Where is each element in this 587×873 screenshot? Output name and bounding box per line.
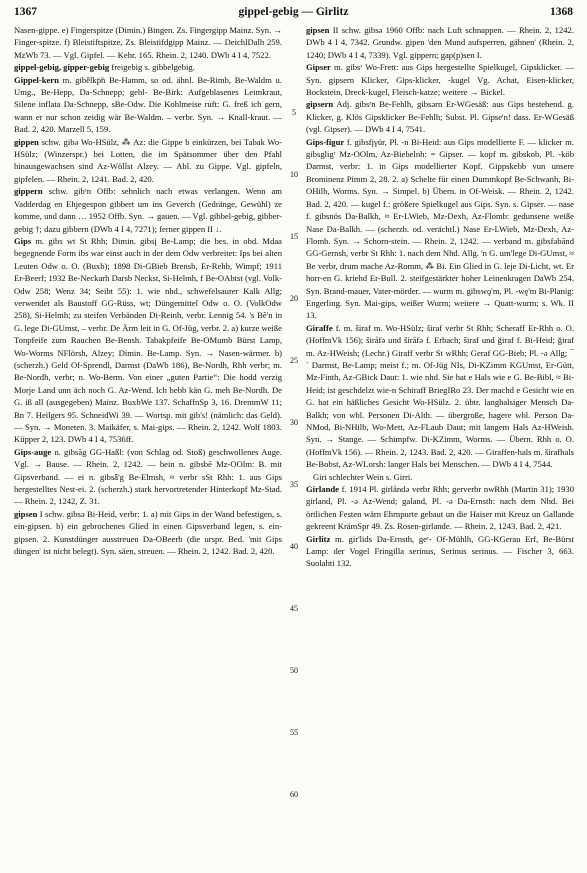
line-number: 50 [290,666,298,675]
entry-headword: gipsern [306,99,334,110]
right-column [306,24,574,570]
dictionary-entry [306,136,574,322]
entry-headword: Girlande [306,484,339,495]
dictionary-entry [14,446,282,508]
dictionary-entry [306,61,574,98]
dictionary-entry [306,533,574,570]
line-number: 20 [290,294,298,303]
entry-headword: Gips-figur [306,136,345,147]
dictionary-entry [14,61,282,73]
left-column [14,24,282,557]
line-number: 45 [290,604,298,613]
right-page-number: 1368 [550,6,573,18]
line-number: 10 [290,170,298,179]
entry-text: m. gibsʳ Wo-Frett: aus Gips hergestellte Spielkugel, Gipsklicker. — Syn. gipsern Klicker, Gips-klicker, -kugel Vg. Achat, Eisen-klicker, Bockstein, Dreck-kugel, Fleisch-katze; weitere → Bickel. [306,62,574,98]
dictionary-entry [14,235,282,446]
entry-headword: Gippel-kern [14,74,59,85]
entry-text: f. gibsfįγür, Pl. -n Bi-Heid: aus Gips modellierte F. — klicker m. gibsgligʳ Mz-OOlm, Az-Biebelnh: = Gipser. — kopf m. gibskob, Pl. -köb Darmst, verbr: 1. in Gips modellierter Kopf. Gippskebb vun unsere Brominenz Pimm 2, 28. 2. a) Schelte für einen Dummkopf Be-Schwanh, Bi-OHilb, Worms. Syn. → Simpel. b) Übern. in Of-Weisk. — Rhein. 2, 1242. Bad. 2, 420. — kugel f.: größere Spielkugel aus Gips. Syn. s. Gipser. — nase f. gibsnös Da-Balkh, ≈ Er-LWieb, Mz-Dexh, Az-Flomb: gedunsene weiße Nase Da-Balkh. — (scherzh. od. verächtl.) Nase Er-LWieb, Mz-Dexh, Az-Flomb. Syn. → Schorn-stein. — Rhein. 2, 1242. — verband m. gibsfəbãnd GG-Gernsh, verbr St Rhh: 1. nach dem Nhd. Allg. 'n G. um'lege Di-GUmst, ≈ Be verbr, drum mache Az-Romm, ⁂ Bi. Ein Glied in G. leje Di-Licht, wt. Er horr-en G. kriehd Er-Bull. 2. steifgestärkter hoher Leinenkragen DaWb 254. Syn. Brand-mauer, Vater-mörder. — wurm m. gibswǫ'm, Pl. -wę'm Bi-Planig: Engerling. Syn. Mai-gips, weißer Wurm; weitere → Quatt-wurm; s. Wk. II 13. [306,136,574,321]
entry-headword: Giraffe [306,322,333,333]
entry-headword: Gips-auge [14,446,52,457]
dictionary-entry [306,471,574,483]
entry-text: m. gibs wt St Rhh; Dimin. gibsį Be-Lamp; die bes. in obd. Mdaa begegnende Form ibs war einst auch in der dem Odw verbreitet: Ips bei alten Leuten Odw o. O. (Buxb); 1898 Di-GBieb Brensb, Er-Rehb, Wimpf; 1911 Er-Beerf; 1932 Be-Neckarh Darsb Neckst, Si-Helmh, f Be-OAbtst (vgl. Volk-Odw 258; Wenz 34; Seibt 55): 1. wie nhd., schwefelsaurer Kalk Allg; verwendet als Baustoff GG-Rüss, wt; Düngemittel Odw o. O. (VolkOdw 258), Si-Helmh; zu steifen Verbänden Di-Reinh, verbr. Lennig 54. 's Bẽ'n in G. lege Di-GUmst, – verbr. De Ärm leit in G. Of-Jüg, verbr. 2. a) kurze weiße Tonpfeife zum Rauchen Be-Bensh. Tabakpfeife Be-OMumb Bürst Lamp, Wo-Worms NFlörsh, Alzey; Dimin. Be-Lamp. Syn. → Nasen-wärmer. b) (scherzh.) Geld Of-Sprendl, Darmst (DaWb 186), Be-Nordh, Rhh verbr; m. Be-Nordh, verbr; n. Wo-Berm. Von einer „guten Partie“: Die hodd verzig Morje Land unn äch noch G. Az-Wend. Ich hebb kän G. meh Be-Nordh. De G. iß all (ausgegeben) Mainz. BuxbWe 137. SchaffnSp 3, 16. DremmW 11; Bn 7. Heilgers 95. SchneidWi 39. — Wortsp. mit gib's! (nämlich: das Geld). — Syn. → Moneten. 3. Maikäfer, s. Mai-gips. — Rhein. 2, 1242. Wolf 1803. Küpper 2, 123. DWb 4 I 4, 7536ff. [14,235,282,445]
entry-text: f. m. širaf m. Wo-HSülz; širaf verbr St Rhh; Scheraff Er-Rhh o. O. (HoffmVk 156); širåfə und širåfə f. Erbach; širaf und ğiraf f. Bi-Heid; ğiraf m. Az-HWeish; (Lechr.) Giraff verbr St wRhh; Geraf GG-Bieb; Pl. -ə Allg; ¯ ´ Darmst, Be-Lamp; meist f.; m. Of-Jüg NIs, Di-KZimm KGUmst, Er-Gütt, Mz-Finth, Az-GBick Daut: 1. wie nhd. Sie hat e Hals wie e G. Be-Bibl, ≈ Bi-Heid; ist geschdelzt wie-n Schiraff BriegIRo 23. Der machd e Gesicht wie en G. hat ein häßliches Gesicht Wo-HSülz. 2. übtr. langhalsiger Mensch Da-Balkh; von wbl. Personen Di-Alth. — übergroße, hagere wbl. Person Da-NMod, Bi-NHilb, Wo-Mett, Az-FLaub Daut; mit langem Hals Az-HWeish. Syn. → Stange. — Schimpfw. Di-KZimm, Worms. — Übern. Rhh o. O. (HoffmVk 156). — Rhein. 2, 1243. Bad. 2, 420. — Giraffen-hals m. širafhals Be-Bobst, Az-WLorsh: langer Hals bei Menschen. — DWb 4 I 4, 7544. [306,322,574,470]
entry-headword: gipsen [14,508,38,519]
line-number: 30 [290,418,298,427]
dictionary-entry [306,24,574,61]
dictionary-entry [14,24,282,61]
dictionary-entry [14,74,282,136]
line-number: 25 [290,356,298,365]
entry-headword: gippel-gebig, gipper-gebig [14,62,110,73]
entry-headword: Gips [14,235,32,246]
entry-text: f. 1914 Pl. girlåndə verbr Rhh; gerverbr nwRhh (Martin 31); 1930 girland, Pl. -ə Az-Wend; galand, Pl. -ə Da-Ernsth: nach dem Nhd. Bei örtlichen Festen wärn Ehrnpurte gebaut un die Haiser mit Kreuz un Gallande gekreent KrämSpr 49. Zs. Rosen-girlande. — Rhein. 2, 1243. Bad. 2, 421. [306,484,574,532]
entry-text: schw. gibʳn Offb: sehnlich nach etwas verlangen. Wenn am Vadderdag en Ehjegespon gibbert um ins Geverch (Gedränge, Gewühl) ze komme, und dann … 1952 Offb. Syn. → gauen. — Vgl. gibbel-gebig, gibber-gebig †; dazu gibbern (DWb 4 I 4, 7271); ferner gippen II ↓. [14,186,282,234]
dictionary-entry [306,322,574,471]
line-number: 40 [290,542,298,551]
entry-headword: Girlitz [306,533,331,544]
line-number: 15 [290,232,298,241]
entry-headword: gippen [14,136,39,147]
line-number: 35 [290,480,298,489]
dictionary-entry [306,98,574,135]
entry-headword: gippern [14,186,43,197]
entry-headword: gipsen [306,25,330,35]
dictionary-entry [306,483,574,533]
entry-text: m. gir'lids Da-Ernsth, geʳ- Of-Mühlh, GG-KGerau Erf, Be-Bürst Lamp: der Vogel Fringilla serinus, Serinus serinus. — Fischer 3, 663. Suolahti 132. [306,533,574,569]
entry-text: schw. gibə Wo-HSülz, ⁂ Az: die Gippe b einkürzen, bei Tabak Wo-HSülz; (Winzerspr.) bei Lotten, die im Spätsommer über den Pfahl hinausgewachsen sind Az-Wöllst Alzey. — Abl. zu Gippe. Vgl. gipfeln, gipfelen. — Rhein. 2, 1241. Bad. 2, 420. [14,136,283,184]
entry-text: II schw. gibsə 1960 Offb: nach Luft schnappen. — Rhein. 2, 1242. DWb 4 I 4, 7342. Grundw. gipen 'den Mund aufsperren, gähnen' (Rhein. 2, 1240; DWb 4 I 4, 7339). Vgl. gippern; gap(p)sen I. [306,25,574,60]
line-number: 5 [292,108,296,117]
entry-text: n. gibsãg GG-Haßl: (von Schlag od. Stoß) geschwollenes Auge. Vgl. → Bause. — Rhein. 2, 1242. — bein n. gibsbẽ Mz-OOlm: B. mit Gipsverband. — ei n. gibsǟ'g Be-Elmsh, ≈ verbr sSt Rhh: 1. aus Gips hergestelltes Nest-ei. 2. (scherzh.) stark hervortretender Hinterkopf Mz-Stad. — Rhein. 2, 1242, Z. 31. [14,446,282,507]
entry-text: m. gibělkṗ̃n Be-Hamm, so od. ähnl. Be-Rimb, Be-Waldm u. Umg., Be-Hepp, Da-Schnepp; gebl- Be-Birk: Aufgeblasenes Leimkraut, Silene inflata Da-Schnepp, sBe-Odw. Die Kohlmeise ruft: G. freß ich gern, wann er nur schon zeidig wär Be-Waldm. – verbr. Syn. → Knall-kraut. — Bad. 2, 420. Marzell 5, 159. [14,74,282,135]
dictionary-entry [14,508,282,558]
entry-text: freigebig s. gibbelgebig. [111,62,195,73]
entry-text: I schw. gibsə Bi-Heid, verbr: 1. a) mit Gips in der Wand befestigen, s. ein-gipsen. b) ein gebrochenes Glied in einen Gipsverband legen, s. ein-gipsen. 2. Kunstdünger ausstreuen Da-OBeerb (die urspr. Bed. 'mit Gips düngen' ist nicht belegt). Syn. säen, streuen. — Rhein. 2, 1242. Bad. 2, 420. [14,508,282,557]
entry-text: Adj. gibsʳn Be-Fehlh, gibsərn Er-WGesäß: aus Gips bestehend. g. Klicker, g. Klös Gipsklicker Be-Fehlh; Subst. Pl. Gipse'n! dass. Er-WGesäß (vgl. Gipser). — DWb 4 I 4, 7541. [306,99,574,135]
left-page-number: 1367 [14,6,37,18]
dictionary-entry [14,185,282,235]
entry-headword: Gipser [306,62,331,73]
entry-text: Giri schlechter Wein s. Girri. [313,471,413,482]
entry-text: Nasen-gippe. e) Fingerspitze (Dimin.) Bingen. Zs. Fingergipp Mainz. Syn. → Finger-spitze. f) Bleistiftspitze, Zs. Bleistifdgipp Mainz. — DeichlDalh 259. MzWb 73. — Vgl. Gipfel. — Kehr. 165. Rhein. 2, 1240. DWb 4 I 4, 7522. [14,25,282,60]
dictionary-entry [14,136,282,186]
line-number: 55 [290,728,298,737]
line-number: 60 [290,790,298,799]
running-head: gippel-gebig — Girlitz [238,6,349,18]
